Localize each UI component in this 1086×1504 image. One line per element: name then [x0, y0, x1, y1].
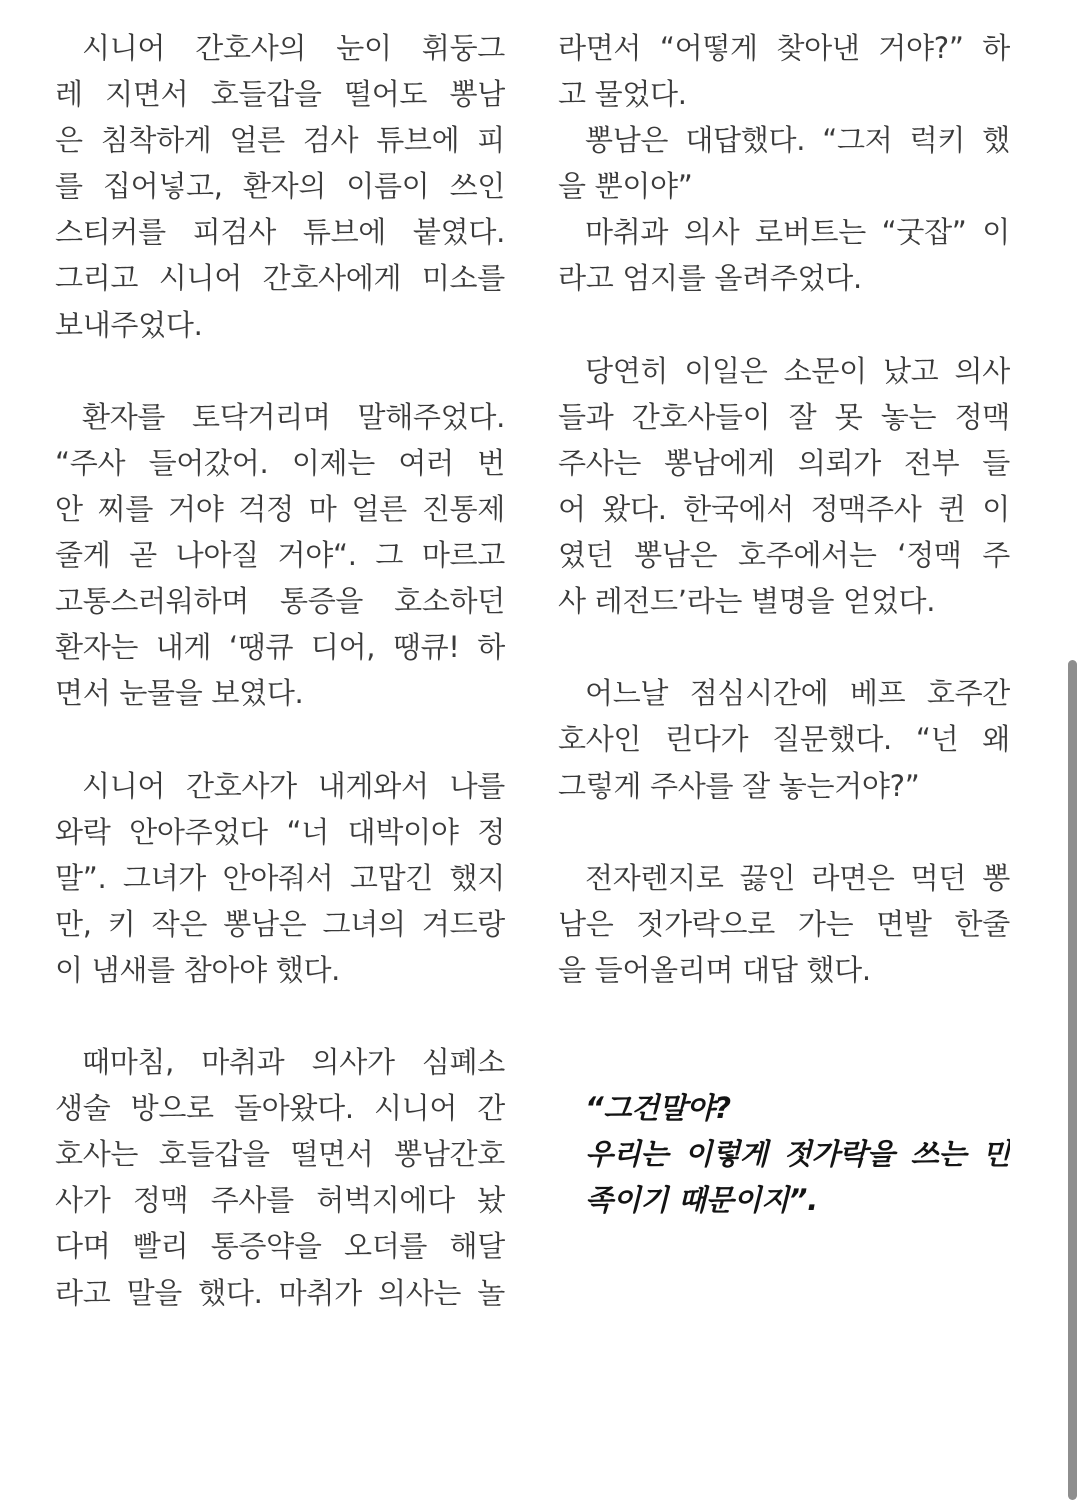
- text-line: 당연히 이일은 소문이 났고 의사: [585, 353, 1010, 388]
- scrollbar-thumb[interactable]: [1068, 660, 1077, 1500]
- paragraph: [55, 25, 505, 348]
- text-line: 시니어 간호사의 눈이 휘둥그: [82, 31, 505, 65]
- text-line: 호사는 호들갑을 떨면서 뽕남간호: [55, 1137, 505, 1172]
- text-line: 고통스러워하며 통증을 호소하던: [55, 584, 505, 619]
- paragraph: [55, 1039, 505, 1316]
- text-line: 레 지면서 호들갑을 떨어도 뽕남: [55, 77, 505, 112]
- scrollbar[interactable]: [1066, 0, 1079, 1504]
- right-column: [558, 25, 1010, 1223]
- text-line: 때마침, 마취과 의사가 심폐소: [82, 1045, 505, 1080]
- text-line: 뽕남은 대답했다. “그저 럭키 했: [585, 123, 1010, 158]
- paragraph: [55, 763, 505, 993]
- text-line: 줄게 곧 나아질 거야“. 그 마르고: [55, 538, 505, 573]
- text-line: 남은 젓가락으로 가는 면발 한줄: [558, 906, 1010, 941]
- text-line: 전자렌지로 끓인 라면은 먹던 뽕: [585, 860, 1010, 895]
- text-line: 그렇게 주사를 잘 놓는거야?”: [558, 768, 920, 803]
- text-line: 면서 눈물을 보였다.: [55, 676, 304, 711]
- text-line: 어느날 점심시간에 베프 호주간: [585, 676, 1010, 711]
- text-line: 를 집어넣고, 환자의 이름이 쓰인: [55, 169, 505, 204]
- text-line: 안 찌를 거야 걱정 마 얼른 진통제: [55, 491, 505, 526]
- text-line: 라고 말을 했다. 마취가 의사는 놀: [55, 1275, 505, 1310]
- text-line: 만, 키 작은 뽕남은 그녀의 겨드랑: [55, 906, 505, 941]
- paragraph: [558, 855, 1010, 993]
- text-line: 사가 정맥 주사를 허벅지에다 놨: [55, 1183, 505, 1218]
- text-line: 였던 뽕남은 호주에서는 ‘정맥 주: [558, 538, 1010, 573]
- text-line: 스티커를 피검사 튜브에 붙였다.: [55, 215, 505, 250]
- text-line: 마취과 의사 로버트는 “굿잡” 이: [585, 215, 1010, 250]
- paragraph: [558, 348, 1010, 625]
- text-line: 을 뿐이야”: [558, 169, 693, 204]
- text-line: 다며 빨리 통증약을 오더를 해달: [55, 1229, 505, 1264]
- text-line: 라면서 “어떻게 찾아낸 거야?” 하: [558, 31, 1010, 65]
- pull-quote: [558, 1085, 1010, 1223]
- text-line: 어 왔다. 한국에서 정맥주사 퀸 이: [558, 491, 1010, 526]
- text-line: 주사는 뽕남에게 의뢰가 전부 들: [558, 445, 1010, 480]
- text-line: 그리고 시니어 간호사에게 미소를: [55, 261, 505, 296]
- paragraph: [55, 394, 505, 717]
- quote-line: “그건말야?: [585, 1091, 731, 1126]
- left-column: [55, 25, 505, 1316]
- text-line: 고 물었다.: [558, 77, 687, 112]
- text-line: “주사 들어갔어. 이제는 여러 번: [55, 445, 505, 480]
- text-line: 시니어 간호사가 내게와서 나를: [82, 768, 505, 803]
- text-line: 호사인 린다가 질문했다. “넌 왜: [558, 722, 1010, 757]
- text-line: 생술 방으로 돌아왔다. 시니어 간: [55, 1091, 505, 1126]
- text-line: 을 들어올리며 대답 했다.: [558, 952, 871, 987]
- text-line: 보내주었다.: [55, 307, 203, 342]
- text-line: 이 냄새를 참아야 했다.: [55, 952, 341, 987]
- paragraph: [558, 670, 1010, 808]
- text-line: 사 레전드’라는 별명을 얻었다.: [558, 584, 936, 619]
- quote-line: 족이기 때문이지”.: [585, 1183, 818, 1218]
- text-line: 환자를 토닥거리며 말해주었다.: [82, 399, 505, 434]
- paragraph: [558, 209, 1010, 301]
- quote-line: 우리는 이렇게 젓가락을 쓰는 민: [585, 1137, 1010, 1172]
- text-line: 환자는 내게 ‘땡큐 디어, 땡큐! 하: [55, 630, 505, 665]
- text-line: 은 침착하게 얼른 검사 튜브에 피: [55, 123, 505, 158]
- text-line: 와락 안아주었다 “너 대박이야 정: [55, 814, 505, 849]
- text-line: 말”. 그녀가 안아줘서 고맙긴 했지: [55, 860, 505, 895]
- paragraph: [558, 117, 1010, 209]
- text-line: 들과 간호사들이 잘 못 놓는 정맥: [558, 399, 1010, 434]
- text-line: 라고 엄지를 올려주었다.: [558, 261, 862, 296]
- paragraph: [558, 25, 1010, 117]
